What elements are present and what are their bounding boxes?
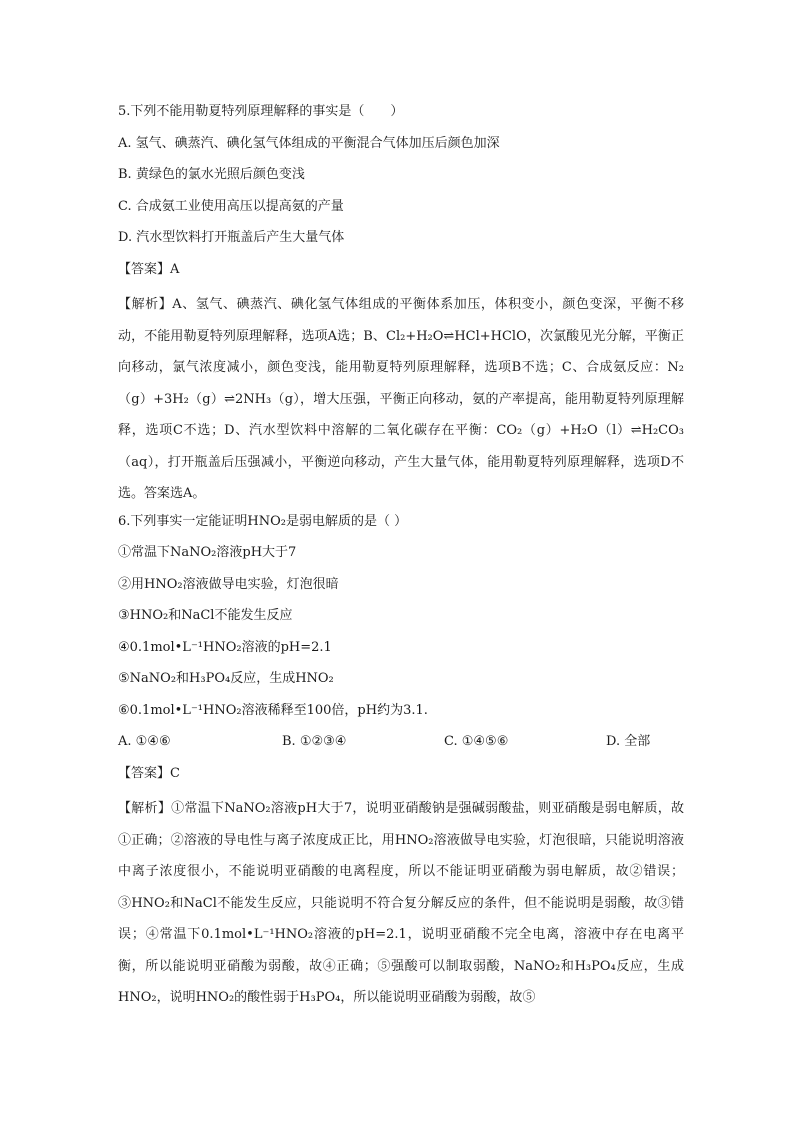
q5-option-a: A. 氢气、碘蒸汽、碘化氢气体组成的平衡混合气体加压后颜色加深 xyxy=(118,135,500,151)
q5-option-d: D. 汽水型饮料打开瓶盖后产生大量气体 xyxy=(118,230,345,245)
q5-option-b: B. 黄绿色的氯水光照后颜色变浅 xyxy=(118,167,305,182)
q6-options-row xyxy=(118,730,684,754)
q6-option-b: B. ①②③④ xyxy=(282,734,347,749)
q6-answer: 【答案】C xyxy=(118,765,180,781)
q5-analysis: 【解析】A、氢气、碘蒸汽、碘化氢气体组成的平衡体系加压，体积变小，颜色变深，平衡不移动，不能用勒夏特列原理解释，选项A选；B、Cl₂+H₂O⇌HCl+HClO，次氯酸见光分解，平衡正向移动，氯气浓度减小，颜色变浅，能用勒夏特列原理解释，选项B不选；C、合成氨反应：N₂（g）+3H₂（g）⇌2NH₃（g），增大压强，平衡正向移动，氨的产率提高，能用勒夏特列原理解释，选项C不选；D、汽水型饮料中溶解的二氧化碳存在平衡：CO₂（g）+H₂O（l）⇌H₂CO₃（aq），打开瓶盖后压强减小，平衡逆向移动，产生大量气体，能用勒夏特列原理解释，选项D不选。答案选A。 xyxy=(118,297,684,501)
q6-option-a: A. ①④⑥ xyxy=(118,734,171,749)
q6-stem: 6.下列事实一定能证明HNO₂是弱电解质的是（ ） xyxy=(118,513,408,529)
q6-item-1: ①常温下NaNO₂溶液pH大于7 xyxy=(118,545,297,560)
q6-item-5: ⑤NaNO₂和H₃PO₄反应，生成HNO₂ xyxy=(118,671,334,686)
q6-item-3: ③HNO₂和NaCl不能发生反应 xyxy=(118,608,293,623)
q6-item-4: ④0.1mol•L⁻¹HNO₂溶液的pH=2.1 xyxy=(118,639,332,655)
q6-analysis: 【解析】①常温下NaNO₂溶液pH大于7，说明亚硝酸钠是强碱弱酸盐，则亚硝酸是弱电解质，故①正确；②溶液的导电性与离子浓度成正比，用HNO₂溶液做导电实验，灯泡很暗，只能说明溶液中离子浓度很小，不能说明亚硝酸的电离程度，所以不能证明亚硝酸为弱电解质，故②错误；③HNO₂和NaCl不能发生反应，只能说明不符合复分解反应的条件，但不能说明是弱酸，故③错误；④常温下0.1mol•L⁻¹HNO₂溶液的pH=2.1，说明亚硝酸不完全电离，溶液中存在电离平衡，所以能说明亚硝酸为弱酸，故④正确；⑤强酸可以制取弱酸，NaNO₂和H₃PO₄反应，生成HNO₂，说明HNO₂的酸性弱于H₃PO₄，所以能说明亚硝酸为弱酸，故⑤ xyxy=(118,801,684,1005)
document-content xyxy=(118,100,684,1014)
q5-option-c: C. 合成氨工业使用高压以提高氨的产量 xyxy=(118,198,344,214)
q6-item-6: ⑥0.1mol•L⁻¹HNO₂溶液稀释至100倍，pH约为3.1. xyxy=(118,702,428,718)
q6-option-d: D. 全部 xyxy=(606,734,651,749)
q6-option-c: C. ①④⑤⑥ xyxy=(444,734,509,749)
q5-stem: 5.下列不能用勒夏特列原理解释的事实是（ ） xyxy=(118,104,404,119)
q6-item-2: ②用HNO₂溶液做导电实验，灯泡很暗 xyxy=(118,576,339,592)
q5-answer: 【答案】A xyxy=(118,261,180,277)
